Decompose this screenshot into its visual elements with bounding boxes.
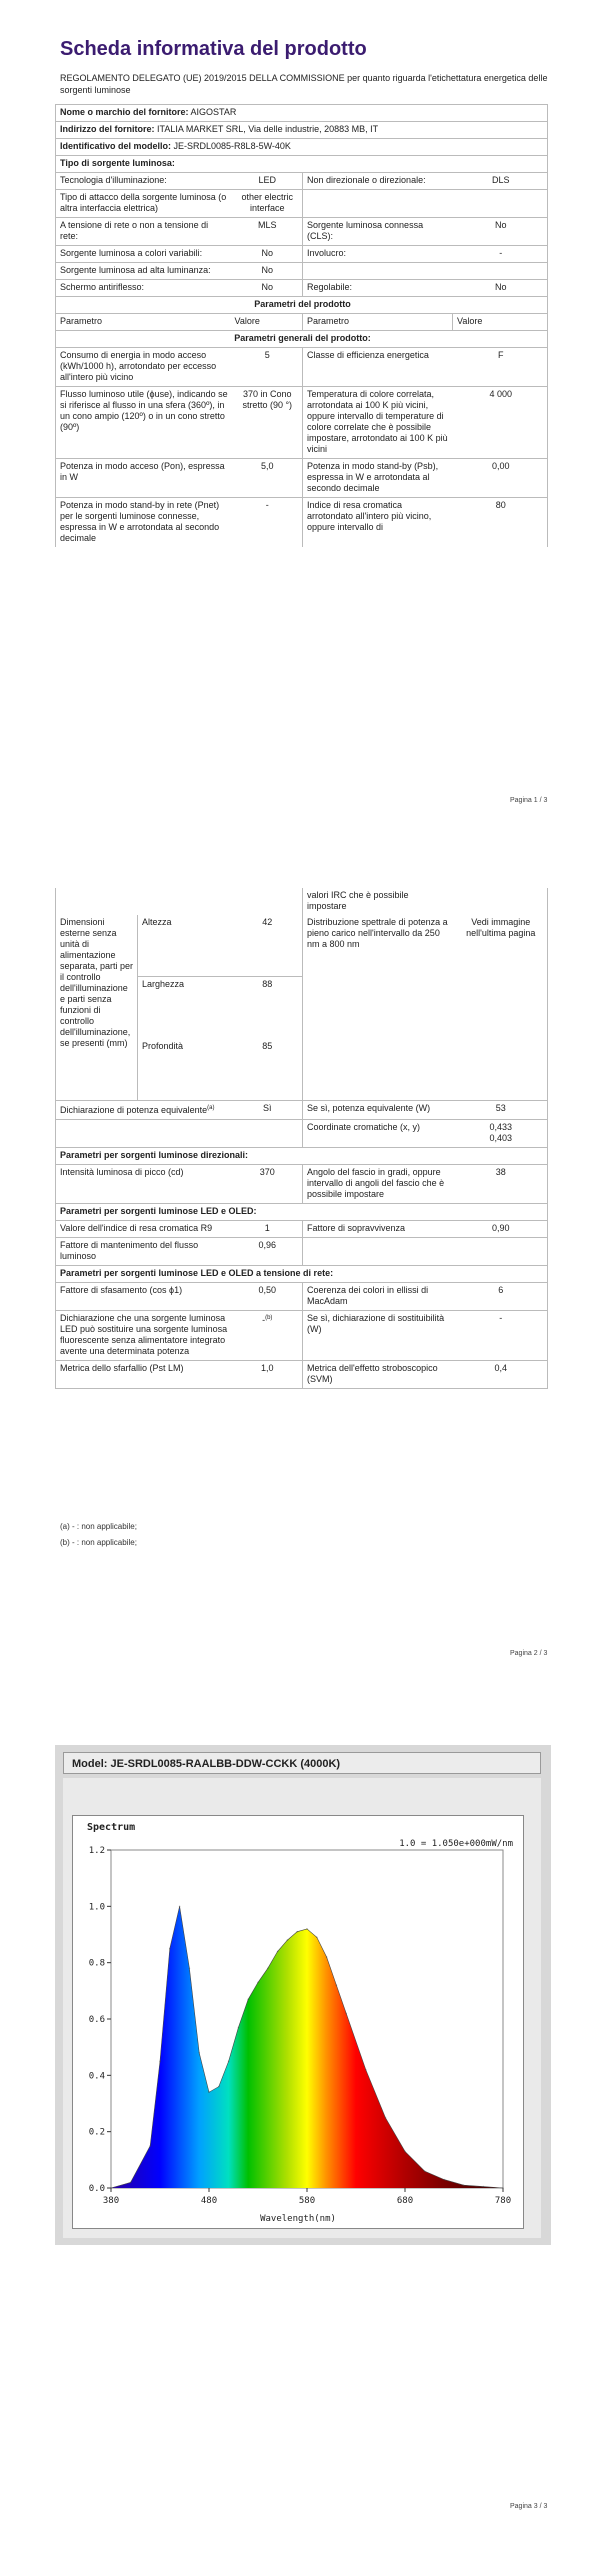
peak-label: Intensità luminosa di picco (cd) [56,1165,231,1204]
macadam-value: 6 [453,1283,548,1311]
flux-value: 370 in Cono stretto (90 °) [231,387,303,459]
class-label: Classe di efficienza energetica [303,348,453,387]
chart-title: Spectrum [87,1822,136,1833]
data-point [247,1999,249,2001]
data-point [179,1906,181,1908]
maint-label: Fattore di mantenimento del flusso luminoso [56,1238,231,1266]
hl-label: Sorgente luminosa ad alta luminanza: [56,263,231,280]
type-label: Tipo di sorgente luminosa: [56,156,548,173]
table-row [56,297,548,314]
cls-label: Sorgente luminosa connessa (CLS): [303,218,453,246]
replw-value: - [453,1311,548,1361]
col-param: Parametro [303,314,453,331]
depth-label: Profondità [138,1039,231,1101]
spectrum-chart [73,1816,523,2228]
svm-value: 0,4 [453,1361,548,1389]
surv-value: 0,90 [453,1221,548,1238]
width-label: Larghezza [138,977,231,1039]
data-point [287,1939,289,1941]
pf-value: 0,50 [231,1283,303,1311]
repl-value: - [262,1315,266,1325]
y-tick-label: 0.0 [88,2184,105,2194]
model-id: JE-SRDL0085-R8L8-5W-40K [173,141,291,151]
table-row [56,459,548,498]
data-point [424,2170,426,2172]
pf-label: Fattore di sfasamento (cos ϕ1) [56,1283,231,1311]
data-point [169,1948,171,1950]
cri-continued: valori IRC che è possibile impostare [303,888,453,915]
table-row [56,190,548,218]
data-point [306,1928,308,1930]
chroma-x: 0,433 [489,1122,513,1132]
table-row [56,156,548,173]
y-tick-label: 1.2 [88,1846,105,1856]
pnet-label: Potenza in modo stand-by in rete (Pnet) per le sorgenti luminose connesse, espressa in W e arrotondata al secondo decimale [60,500,220,543]
data-point [208,2091,210,2093]
col-param: Parametro [56,314,231,331]
y-tick-label: 0.8 [88,1958,105,1969]
table-row [56,1101,548,1120]
data-point [483,2186,485,2188]
page-number: Pagina 3 / 3 [510,2503,548,2510]
table-row [56,246,548,263]
x-tick-label: 480 [200,2196,218,2206]
cls-value: No [453,218,548,246]
data-point [159,2061,161,2063]
table-row [56,1221,548,1238]
table-row [56,1283,548,1311]
table-row [56,314,548,331]
table-row [56,122,548,139]
table-row [56,1266,548,1283]
model-label: Identificativo del modello: [60,141,172,151]
height-label: Altezza [138,915,231,977]
data-point [326,1956,328,1958]
footnote-b: (b) - : non applicabile; [60,1538,137,1547]
x-tick-label: 780 [494,2196,512,2206]
energy-label: Consumo di energia in modo acceso (kWh/1000 h), arrotondato per eccesso all'intero più vicino [56,348,231,387]
spd-label: Distribuzione spettrale di potenza a pieno carico nell'intervallo da 250 nm a 800 nm [303,915,453,1101]
supplier-name-label: Nome o marchio del fornitore: [60,107,189,117]
table-row [56,888,548,915]
envelope-value: - [453,246,548,263]
table-row [56,1361,548,1389]
table-row [56,1204,548,1221]
table-row [56,173,548,190]
table-row [56,139,548,156]
class-value: F [453,348,548,387]
colour-label: Sorgente luminosa a colori variabili: [56,246,231,263]
supplier-name: AIGOSTAR [190,107,237,117]
pnet-value: - [265,500,269,510]
energy-value: 5 [231,348,303,387]
peak-value: 370 [231,1165,303,1204]
data-point [189,1968,191,1970]
dims-label: Dimensioni esterne senza unità di alimentazione separata, parti per il controllo dell'illuminazione e parti senza funzioni di controllo dell'illuminazione, se presenti (mm) [56,915,138,1101]
x-axis-label: Wavelength(nm) [260,2214,336,2224]
cct-value: 4 000 [453,387,548,459]
table-row [56,331,548,348]
cap-value: other electric interface [231,190,303,218]
page-number: Pagina 2 / 3 [510,1650,548,1657]
envelope-label: Involucro: [303,246,453,263]
pst-label: Metrica dello sfarfallio (Pst LM) [56,1361,231,1389]
y-tick-label: 1.0 [88,1902,105,1913]
psb-label: Potenza in modo stand-by (Psb), espressa in W e arrotondata al secondo decimale [303,459,453,498]
x-tick-label: 380 [102,2196,120,2206]
data-point [365,2069,367,2071]
r9-label: Valore dell'indice di resa cromatica R9 [56,1221,231,1238]
maint-value: 0,96 [231,1238,303,1266]
chart-annotation: 1.0 = 1.050e+000mW/nm [399,1839,513,1849]
chroma-y: 0,403 [489,1133,513,1143]
product-info-table-continued [55,888,548,1389]
data-point [404,2151,406,2153]
table-row [56,498,548,548]
flux-label: Flusso luminoso utile (ϕuse), indicando se si riferisce al flusso in una sfera (360º), in un cono ampio (120º) o in un cono stretto (90º) [56,387,231,459]
nondir-label: Non direzionale o direzionale: [303,173,453,190]
col-value: Valore [231,314,303,331]
table-row [56,1148,548,1165]
cap-label: Tipo di attacco della sorgente luminosa (o altra interfaccia elettrica) [56,190,231,218]
supplier-address-label: Indirizzo del fornitore: [60,124,155,134]
product-info-table [55,104,548,547]
eqp-label: Dichiarazione di potenza equivalente [60,1105,208,1115]
data-point [316,1937,318,1939]
chart-series [110,1906,504,2189]
data-point [502,2187,504,2189]
dim-label: Regolabile: [303,280,453,297]
params-header: Parametri del prodotto [56,297,548,314]
beam-label: Angolo del fascio in gradi, oppure intervallo di angoli del fascio che è possibile impostare [303,1165,453,1204]
data-point [345,2013,347,2015]
table-row [56,1238,548,1266]
table-row [56,915,548,977]
table-row [56,1120,548,1148]
data-point [336,1984,338,1986]
data-point [257,1982,259,1984]
data-point [277,1951,279,1953]
tech-label: Tecnologia d'illuminazione: [56,173,231,190]
y-tick-label: 0.6 [88,2015,105,2025]
x-tick-label: 680 [396,2196,414,2206]
data-point [267,1968,269,1970]
data-point [238,2027,240,2029]
cct-label: Temperatura di colore correlata, arrotondata ai 100 K più vicini, oppure intervallo di temperature di colore correlate che è possibile impostare, arrotondato ai 100 K più vicini [303,387,453,459]
page-title: Scheda informativa del prodotto [60,38,367,60]
table-row [56,263,548,280]
tech-value: LED [231,173,303,190]
glare-label: Schermo antiriflesso: [56,280,231,297]
height-value: 42 [231,915,303,977]
eqp-sup: (a) [207,1105,215,1111]
eqp-value: Sì [231,1101,303,1120]
data-point [218,2086,220,2088]
cri-label: Indice di resa cromatica arrotondato all'intero più vicino, oppure intervallo di [303,498,453,548]
spectrum-plot-area [72,1815,524,2229]
depth-value: 85 [231,1039,303,1101]
dim-value: No [453,280,548,297]
data-point [443,2179,445,2181]
glare-value: No [231,280,303,297]
y-tick-label: 0.4 [88,2071,105,2082]
repl-sup: (b) [265,1315,273,1321]
pon-label: Potenza in modo acceso (Pon), espressa in W [56,459,231,498]
footnote-a: (a) - : non applicabile; [60,1522,137,1531]
hl-value: No [231,263,303,280]
width-value: 88 [262,979,273,990]
colour-value: No [231,246,303,263]
x-tick-label: 580 [298,2196,316,2206]
spectrum-model-title: Model: JE-SRDL0085-RAALBB-DDW-CCKK (4000K) [63,1752,541,1774]
data-point [110,2187,112,2189]
nondir-value: DLS [453,173,548,190]
chroma-label: Coordinate cromatiche (x, y) [303,1120,453,1148]
eqw-value: 53 [453,1101,548,1120]
psb-value: 0,00 [453,459,548,498]
mains-header: Parametri per sorgenti luminose LED e OLED a tensione di rete: [56,1266,548,1283]
table-row [56,280,548,297]
beam-value: 38 [453,1165,548,1204]
eqw-label: Se sì, potenza equivalente (W) [303,1101,453,1120]
data-point [149,2145,151,2147]
table-row [56,387,548,459]
dir-header: Parametri per sorgenti luminose direzionali: [56,1148,548,1165]
data-point [198,2052,200,2054]
replw-label: Se sì, dichiarazione di sostituibilità (W) [303,1311,453,1361]
page-number: Pagina 1 / 3 [510,797,548,804]
regulation-intro: REGOLAMENTO DELEGATO (UE) 2019/2015 DELLA COMMISSIONE per quanto riguarda l'etichettatura energetica delle sorgenti luminose [60,73,548,95]
table-row [56,218,548,246]
table-row [56,105,548,122]
data-point [463,2184,465,2186]
mains-value: MLS [231,218,303,246]
mains-label: A tensione di rete o non a tensione di rete: [56,218,231,246]
table-row [56,1165,548,1204]
data-point [385,2117,387,2119]
led-header: Parametri per sorgenti luminose LED e OLED: [56,1204,548,1221]
spd-value: Vedi immagine nell'ultima pagina [453,915,548,1101]
repl-label: Dichiarazione che una sorgente luminosa LED può sostituire una sorgente luminosa fluorescente senza alimentatore integrato avente una determinata potenza [56,1311,231,1361]
supplier-address: ITALIA MARKET SRL, Via delle industrie, 20883 MB, IT [157,124,379,134]
table-row [56,348,548,387]
col-value: Valore [453,314,548,331]
r9-value: 1 [231,1221,303,1238]
table-row [56,1311,548,1361]
macadam-label: Coerenza dei colori in ellissi di MacAdam [303,1283,453,1311]
surv-label: Fattore di sopravvivenza [303,1221,453,1238]
y-tick-label: 0.2 [88,2127,105,2138]
pon-value: 5,0 [231,459,303,498]
data-point [228,2061,230,2063]
svm-label: Metrica dell'effetto stroboscopico (SVM) [303,1361,453,1389]
data-point [296,1931,298,1933]
cri-value: 80 [495,500,506,510]
pst-value: 1,0 [231,1361,303,1389]
general-header: Parametri generali del prodotto: [56,331,548,348]
data-point [130,2182,132,2184]
